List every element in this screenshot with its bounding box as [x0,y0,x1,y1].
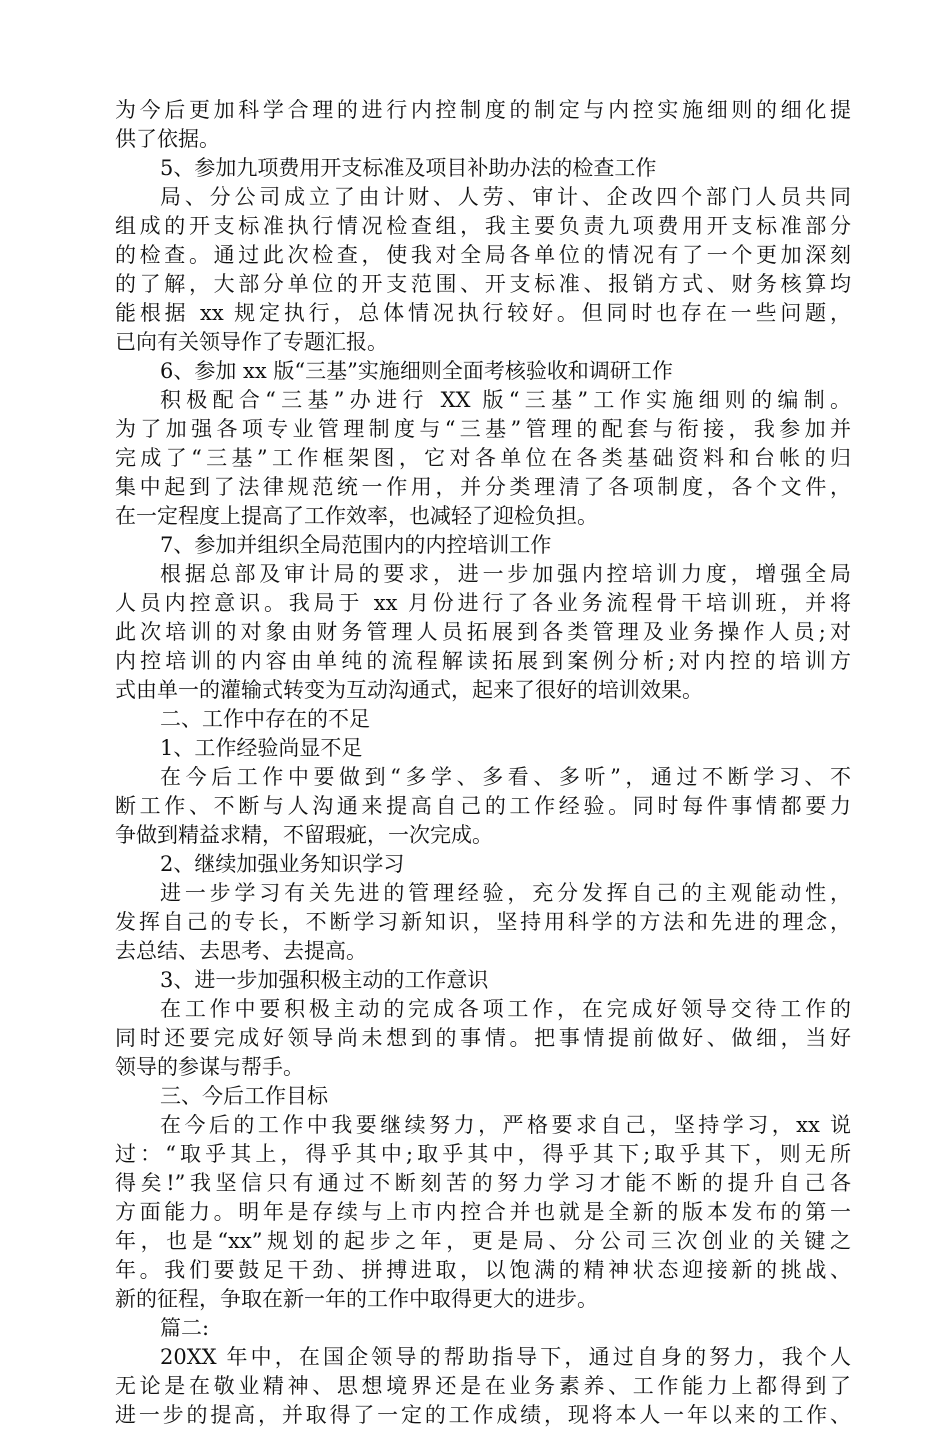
text-line: 年，也是“xx”规划的起步之年，更是局、分公司三次创业的关键之 [115,1229,851,1253]
document-page [115,96,851,1430]
text-line: 争做到精益求精，不留瑕疵，一次完成。 [115,823,493,847]
text-line: 三、今后工作目标 [160,1084,328,1108]
text-line: 积极配合“三基”办进行 XX 版“三基”工作实施细则的编制。 [160,388,851,412]
text-line: 6、参加 xx 版“三基”实施细则全面考核验收和调研工作 [160,359,673,383]
text-line: 局、分公司成立了由计财、人劳、审计、企改四个部门人员共同 [160,185,851,209]
text-line: 年。我们要鼓足干劲、拼搏进取，以饱满的精神状态迎接新的挑战、 [115,1258,851,1282]
text-line: 已向有关领导作了专题汇报。 [115,330,388,354]
text-line: 集中起到了法律规范统一作用，并分类理清了各项制度，各个文件， [115,475,851,499]
text-line: 组成的开支标准执行情况检查组，我主要负责九项费用开支标准部分 [115,214,851,238]
text-line: 去总结、去思考、去提高。 [115,939,367,963]
text-line: 内控培训的内容由单纯的流程解读拓展到案例分析;对内控的培训方 [115,649,851,673]
text-line: 供了依据。 [115,127,220,151]
text-line: 进一步的提高，并取得了一定的工作成绩，现将本人一年以来的工作、 [115,1403,851,1427]
text-line: 2、继续加强业务知识学习 [160,852,405,876]
text-line: 完成了“三基”工作框架图，它对各单位在各类基础资料和台帐的归 [115,446,851,470]
text-line: 过：“取乎其上，得乎其中;取乎其中，得乎其下;取乎其下，则无所 [115,1142,851,1166]
text-line: 同时还要完成好领导尚未想到的事情。把事情提前做好、做细，当好 [115,1026,851,1050]
text-line: 在今后工作中要做到“多学、多看、多听”，通过不断学习、不 [160,765,851,789]
text-line: 在今后的工作中我要继续努力，严格要求自己，坚持学习，xx 说 [160,1113,851,1137]
text-line: 领导的参谋与帮手。 [115,1055,304,1079]
text-line: 篇二: [160,1316,210,1340]
text-line: 此次培训的对象由财务管理人员拓展到各类管理及业务操作人员;对 [115,620,851,644]
text-line: 为了加强各项专业管理制度与“三基”管理的配套与衔接，我参加并 [115,417,851,441]
text-line: 在一定程度上提高了工作效率，也减轻了迎检负担。 [115,504,598,528]
text-line: 7、参加并组织全局范围内的内控培训工作 [160,533,552,557]
text-line: 20XX 年中，在国企领导的帮助指导下，通过自身的努力，我个人 [160,1345,851,1369]
text-line: 方面能力。明年是存续与上市内控合并也就是全新的版本发布的第一 [115,1200,851,1224]
text-line: 二、工作中存在的不足 [160,707,370,731]
text-line: 1、工作经验尚显不足 [160,736,363,760]
text-line: 能根据 xx 规定执行，总体情况执行较好。但同时也存在一些问题， [115,301,851,325]
text-line: 人员内控意识。我局于 xx 月份进行了各业务流程骨干培训班，并将 [115,591,851,615]
text-line: 5、参加九项费用开支标准及项目补助办法的检查工作 [160,156,657,180]
text-line: 新的征程，争取在新一年的工作中取得更大的进步。 [115,1287,598,1311]
text-line: 的了解，大部分单位的开支范围、开支标准、报销方式、财务核算均 [115,272,851,296]
text-line: 在工作中要积极主动的完成各项工作，在完成好领导交待工作的 [160,997,851,1021]
text-line: 根据总部及审计局的要求，进一步加强内控培训力度，增强全局 [160,562,851,586]
document-body [115,96,851,1430]
text-line: 进一步学习有关先进的管理经验，充分发挥自己的主观能动性， [160,881,851,905]
text-line: 式由单一的灌输式转变为互动沟通式，起来了很好的培训效果。 [115,678,703,702]
text-line: 3、进一步加强积极主动的工作意识 [160,968,489,992]
text-line: 得矣!”我坚信只有通过不断刻苦的努力学习才能不断的提升自己各 [115,1171,851,1195]
text-line: 无论是在敬业精神、思想境界还是在业务素养、工作能力上都得到了 [115,1374,851,1398]
text-line: 为今后更加科学合理的进行内控制度的制定与内控实施细则的细化提 [115,98,851,122]
text-line: 的检查。通过此次检查，使我对全局各单位的情况有了一个更加深刻 [115,243,851,267]
text-line: 发挥自己的专长，不断学习新知识，坚持用科学的方法和先进的理念， [115,910,851,934]
text-line: 断工作、不断与人沟通来提高自己的工作经验。同时每件事情都要力 [115,794,851,818]
